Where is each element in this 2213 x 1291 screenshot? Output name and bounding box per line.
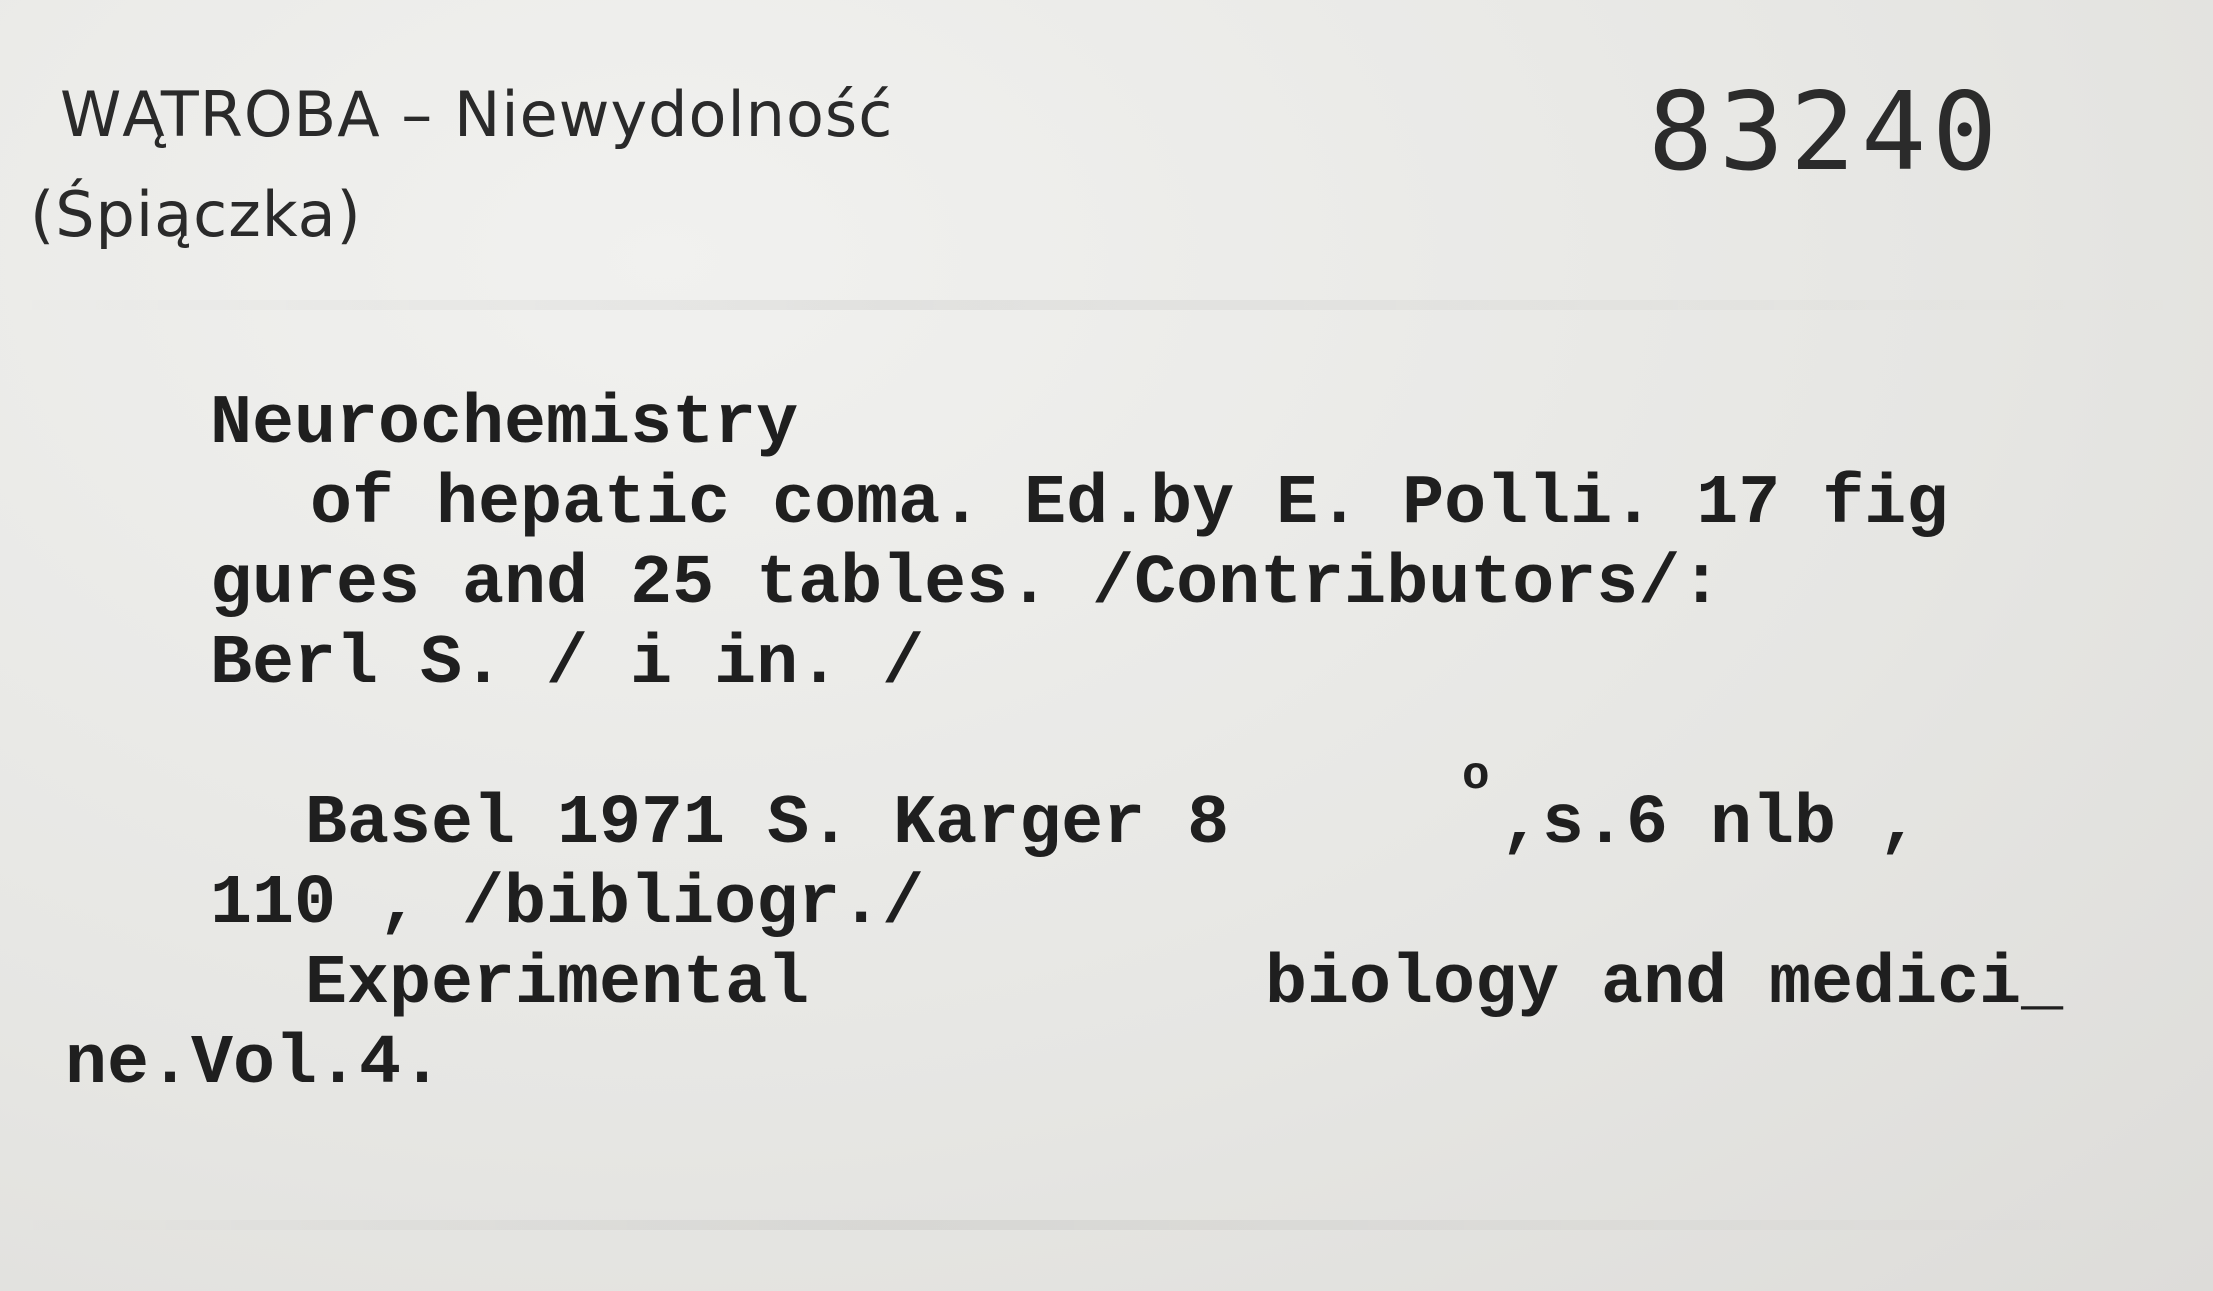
accession-number: 83240 [1648, 70, 2004, 195]
series-line-1a: Experimental [305, 945, 810, 1024]
paper-streak [0, 300, 2213, 310]
title-line-3: gures and 25 tables. /Contributors/: [210, 545, 1723, 624]
title-line-1: Neurochemistry [210, 385, 799, 464]
imprint-line-1a: Basel 1971 S. Karger 8 [305, 785, 1230, 864]
subject-subheading: (Śpiączka) [30, 178, 362, 251]
series-line-1b: biology and medici_ [1265, 945, 2064, 1024]
series-line-2: ne.Vol.4. [65, 1025, 444, 1104]
title-line-2: of hepatic coma. Ed.by E. Polli. 17 fig [310, 465, 1949, 544]
subject-heading: WĄTROBA – Niewydolność [60, 78, 894, 151]
title-line-4: Berl S. / i in. / [210, 625, 925, 704]
format-degree-mark: o [1462, 750, 1490, 802]
paper-streak [0, 1220, 2213, 1230]
imprint-line-1b: ,s.6 nlb , [1500, 785, 1921, 864]
imprint-line-2: 110 , /bibliogr./ [210, 865, 925, 944]
